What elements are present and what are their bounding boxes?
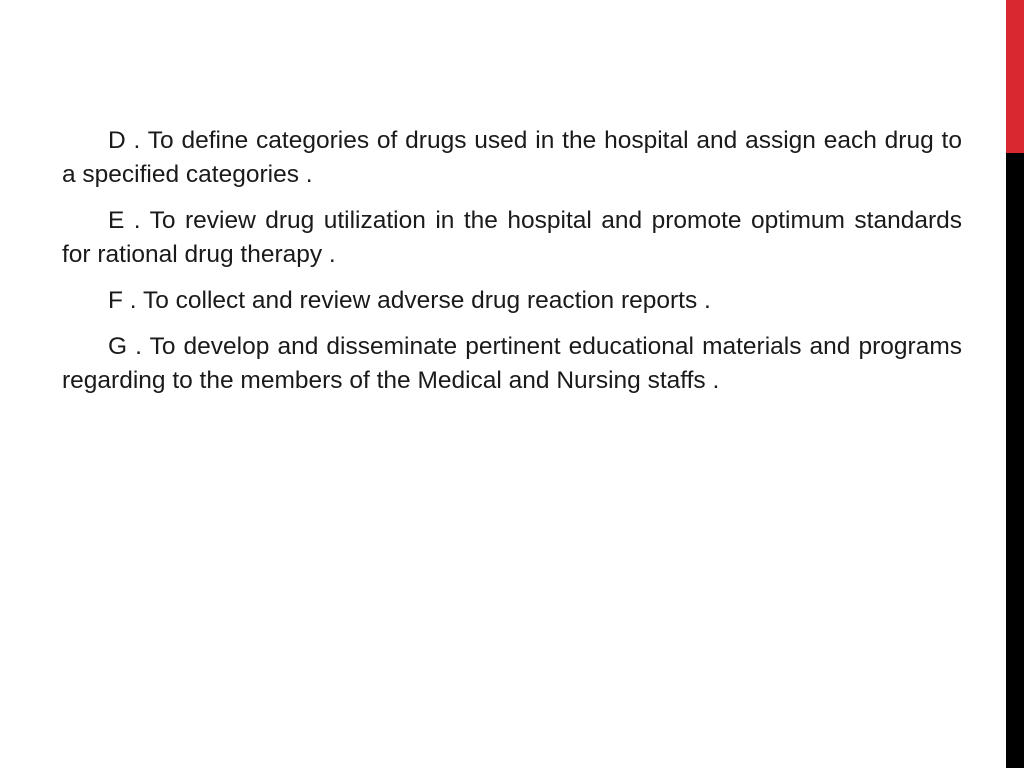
- paragraph-f: F . To collect and review adverse drug reaction reports .: [108, 287, 711, 314]
- side-accent-black: [1006, 153, 1024, 768]
- side-accent-red: [1006, 0, 1024, 153]
- paragraph-g: G . To develop and disseminate pertinent educational materials and programs regarding to the members of the Medical and Nursing staffs .: [62, 333, 962, 394]
- paragraph-e: E . To review drug utilization in the hospital and promote optimum standards for rational drug therapy .: [62, 207, 962, 268]
- side-accent-bar: [1006, 0, 1024, 768]
- slide-body: [62, 124, 962, 410]
- paragraph-d: D . To define categories of drugs used in the hospital and assign each drug to a specified categories .: [62, 127, 962, 188]
